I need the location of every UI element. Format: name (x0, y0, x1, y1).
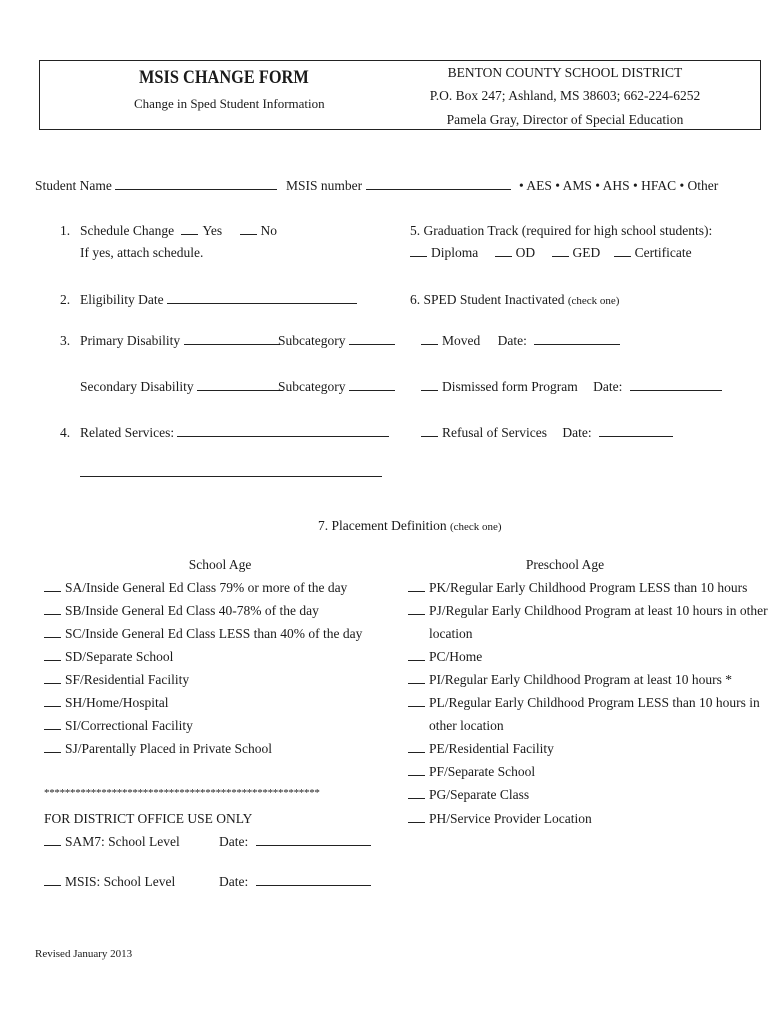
q1-no-blank[interactable] (240, 223, 257, 235)
preschool-option[interactable] (408, 649, 482, 665)
preschool-option[interactable] (408, 695, 760, 711)
refusal-blank[interactable] (421, 425, 438, 437)
option-label: PJ/Regular Early Childhood Program at least 10 hours in other (429, 603, 768, 618)
checkbox-blank[interactable] (44, 672, 61, 684)
form-title: MSIS CHANGE FORM (139, 67, 309, 88)
moved-blank[interactable] (421, 333, 438, 345)
subcategory-field[interactable] (349, 333, 395, 345)
q3-secondary-row (80, 379, 283, 395)
related-services-field[interactable] (177, 425, 389, 437)
q2-number: 2. (60, 292, 71, 307)
moved-date-label: Date: (497, 333, 527, 348)
dismissed-date-field[interactable] (630, 379, 722, 391)
checkbox-blank[interactable] (44, 741, 61, 753)
primary-disability-label: Primary Disability (80, 333, 181, 348)
option-label: PG/Separate Class (429, 787, 530, 802)
q1-yes-label: Yes (202, 223, 223, 238)
msis-date-field[interactable] (256, 874, 371, 886)
sam7-label: SAM7: School Level (65, 834, 180, 849)
q1-note: If yes, attach schedule. (80, 245, 204, 260)
q2-label: Eligibility Date (80, 292, 164, 307)
certificate-blank[interactable] (614, 245, 631, 257)
checkbox-blank[interactable] (44, 649, 61, 661)
checkbox-blank[interactable] (44, 695, 61, 707)
school-age-option[interactable] (44, 626, 362, 642)
preschool-option[interactable] (408, 603, 768, 619)
option-label: PC/Home (429, 649, 483, 664)
option-label: PK/Regular Early Childhood Program LESS than 10 hours (429, 580, 748, 595)
od-blank[interactable] (495, 245, 512, 257)
moved-date-field[interactable] (534, 333, 620, 345)
placement-label: 7. Placement Definition (318, 518, 447, 533)
revised-date: Revised January 2013 (35, 948, 133, 960)
msis-number-row (286, 178, 511, 194)
preschool-option[interactable] (408, 787, 529, 803)
q5-options (410, 245, 692, 261)
placement-heading-row (318, 518, 502, 534)
option-label: PI/Regular Early Childhood Program at least 10 hours * (429, 672, 732, 687)
secondary-disability-field[interactable] (197, 379, 283, 391)
msis-label: MSIS: School Level (65, 874, 176, 889)
preschool-option[interactable] (408, 672, 732, 688)
option-label: SJ/Parentally Placed in Private School (65, 741, 272, 756)
student-name-label: Student Name (35, 178, 112, 193)
option-label: PH/Service Provider Location (429, 811, 592, 826)
q3-subcategory-row (278, 333, 395, 349)
msis-date-row (219, 874, 371, 890)
checkbox-blank[interactable] (44, 580, 61, 592)
q2-row (80, 292, 357, 308)
student-name-field[interactable] (115, 178, 277, 190)
dismissed-blank[interactable] (421, 379, 438, 391)
q1-no-label: No (260, 223, 278, 238)
district-name: BENTON COUNTY SCHOOL DISTRICT (447, 65, 683, 80)
placement-note: (check one) (449, 521, 502, 533)
moved-row (421, 333, 620, 349)
checkbox-blank[interactable] (408, 695, 425, 707)
student-name-row (35, 178, 277, 194)
sam7-date-field[interactable] (256, 834, 371, 846)
checkbox-blank[interactable] (408, 764, 425, 776)
msis-row (44, 874, 175, 890)
primary-disability-field[interactable] (184, 333, 280, 345)
preschool-option-continued: other location (429, 718, 504, 733)
certificate-label: Certificate (634, 245, 692, 260)
school-options[interactable]: • AES • AMS • AHS • HFAC • Other (519, 178, 719, 193)
sam7-date-row (219, 834, 371, 850)
sam7-blank[interactable] (44, 834, 61, 846)
refusal-date-label: Date: (562, 425, 592, 440)
msis-blank[interactable] (44, 874, 61, 886)
option-label: SB/Inside General Ed Class 40-78% of the day (65, 603, 319, 618)
checkbox-blank[interactable] (44, 603, 61, 615)
checkbox-blank[interactable] (408, 811, 425, 823)
sam7-date-label: Date: (219, 834, 249, 849)
checkbox-blank[interactable] (408, 603, 425, 615)
q1-yes-blank[interactable] (181, 223, 198, 235)
district-use-heading: FOR DISTRICT OFFICE USE ONLY (44, 811, 253, 826)
school-age-option[interactable] (44, 649, 173, 665)
school-age-option[interactable] (44, 741, 272, 757)
school-age-option[interactable] (44, 718, 193, 734)
director-name: Pamela Gray, Director of Special Education (446, 112, 684, 127)
preschool-option[interactable] (408, 764, 535, 780)
diploma-blank[interactable] (410, 245, 427, 257)
subcategory2-field[interactable] (349, 379, 395, 391)
preschool-option-continued: location (429, 626, 473, 641)
option-label: PF/Separate School (429, 764, 536, 779)
q3-subcategory2-row (278, 379, 395, 395)
option-label: SF/Residential Facility (65, 672, 190, 687)
q5-label: 5. Graduation Track (required for high school students): (410, 223, 713, 238)
preschool-option[interactable] (408, 580, 747, 596)
related-services-label: Related Services: (80, 425, 175, 440)
checkbox-blank[interactable] (408, 649, 425, 661)
q6-note: (check one) (567, 295, 620, 307)
q3-number: 3. (60, 333, 71, 348)
option-label: SD/Separate School (65, 649, 174, 664)
sam7-row (44, 834, 180, 850)
preschool-option[interactable] (408, 811, 592, 827)
option-label: SI/Correctional Facility (65, 718, 193, 733)
checkbox-blank[interactable] (408, 787, 425, 799)
separator-stars: ***************************************************** (44, 787, 320, 799)
dismissed-date-label: Date: (593, 379, 623, 394)
msis-number-label: MSIS number (286, 178, 363, 193)
subcategory2-label: Subcategory (278, 379, 346, 394)
q1-row (80, 223, 277, 239)
checkbox-blank[interactable] (408, 580, 425, 592)
q4-row (80, 425, 389, 441)
refusal-label: Refusal of Services (442, 425, 547, 440)
q4-number: 4. (60, 425, 71, 440)
msis-date-label: Date: (219, 874, 249, 889)
checkbox-blank[interactable] (408, 672, 425, 684)
school-age-option[interactable] (44, 603, 319, 619)
q3-primary-row (80, 333, 280, 349)
option-label: PE/Residential Facility (429, 741, 554, 756)
ged-label: GED (572, 245, 601, 260)
option-label: SH/Home/Hospital (65, 695, 169, 710)
refusal-row (421, 425, 673, 441)
moved-label: Moved (442, 333, 481, 348)
preschool-option[interactable] (408, 741, 554, 757)
school-age-heading: School Age (188, 557, 252, 572)
eligibility-date-field[interactable] (167, 292, 357, 304)
ged-blank[interactable] (552, 245, 569, 257)
q6-row (410, 292, 619, 308)
dismissed-row (421, 379, 722, 395)
q6-label: 6. SPED Student Inactivated (410, 292, 565, 307)
od-label: OD (515, 245, 536, 260)
preschool-age-heading: Preschool Age (525, 557, 605, 572)
option-label: SA/Inside General Ed Class 79% or more of the day (65, 580, 348, 595)
q1-number: 1. (60, 223, 71, 238)
option-label: PL/Regular Early Childhood Program LESS than 10 hours in (429, 695, 760, 710)
option-label: SC/Inside General Ed Class LESS than 40% of the day (65, 626, 363, 641)
diploma-label: Diploma (431, 245, 479, 260)
checkbox-blank[interactable] (44, 718, 61, 730)
form-subtitle: Change in Sped Student Information (134, 96, 325, 111)
dismissed-label: Dismissed form Program (442, 379, 578, 394)
school-age-option[interactable] (44, 695, 169, 711)
school-age-option[interactable] (44, 672, 189, 688)
msis-number-field[interactable] (366, 178, 511, 190)
q1-label: Schedule Change (80, 223, 175, 238)
refusal-date-field[interactable] (599, 425, 673, 437)
subcategory-label: Subcategory (278, 333, 346, 348)
checkbox-blank[interactable] (44, 626, 61, 638)
checkbox-blank[interactable] (408, 741, 425, 753)
secondary-disability-label: Secondary Disability (80, 379, 194, 394)
related-services-field-2[interactable] (80, 476, 382, 477)
school-age-option[interactable] (44, 580, 347, 596)
district-address: P.O. Box 247; Ashland, MS 38603; 662-224-6252 (429, 88, 701, 103)
